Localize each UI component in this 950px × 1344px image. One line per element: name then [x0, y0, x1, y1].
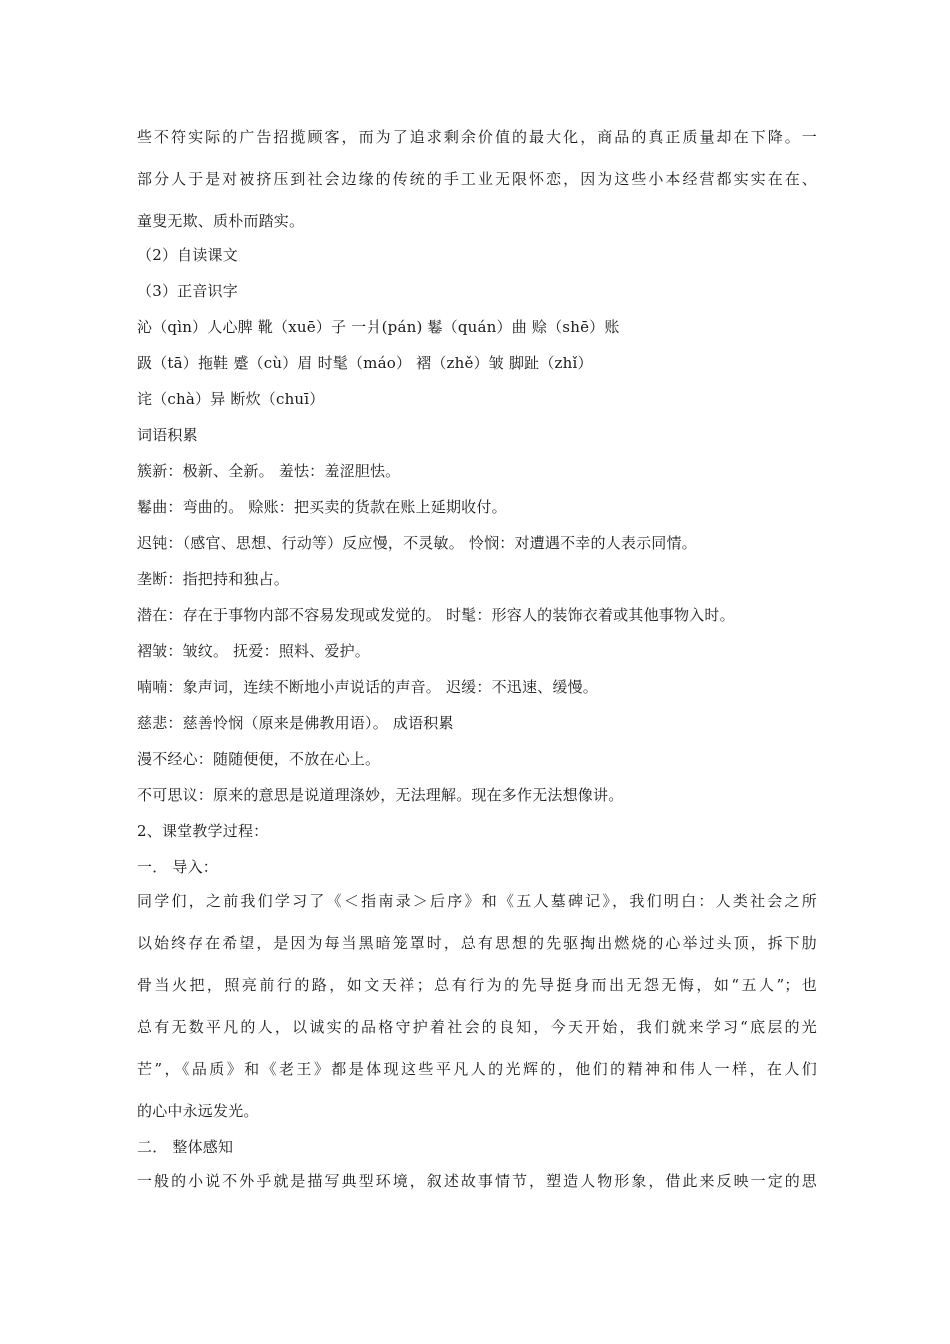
text-line: 的心中永远发光。 [137, 1102, 259, 1120]
section-heading: 词语积累 [137, 426, 198, 444]
text-line: 总有无数平凡的人，以诚实的品格守护着社会的良知，今天开始，我们就来学习“底层的光 [137, 1018, 817, 1036]
text-line: 以始终存在希望，是因为每当黑暗笼罩时，总有思想的先驱掏出燃烧的心举过头顶，拆下肋 [137, 934, 817, 952]
text-line: 慈悲：慈善怜悯（原来是佛教用语）。 成语积累 [137, 714, 454, 732]
text-line: 童叟无欺、质朴而踏实。 [137, 212, 305, 230]
text-line: 潜在：存在于事物内部不容易发现或发觉的。 时髦：形容人的装饰衣着或其他事物入时。 [137, 606, 735, 624]
text-line: 部分人于是对被挤压到社会边缘的传统的手工业无限怀恋，因为这些小本经营都实实在在、 [137, 170, 817, 188]
section-heading: 2、课堂教学过程： [137, 822, 269, 840]
text-line: 鬈曲：弯曲的。 赊账：把买卖的货款在账上延期收付。 [137, 498, 507, 516]
text-line: 沁（qìn）人心脾 靴（xuē）子 一爿(pán) 鬈（quán）曲 赊（shē）账 [137, 318, 620, 336]
text-line: 一般的小说不外乎就是描写典型环境，叙述故事情节，塑造人物形象，借此来反映一定的思 [137, 1172, 817, 1190]
section-heading: 一． 导入： [137, 858, 218, 876]
text-line: 趿（tā）拖鞋 蹙（cù）眉 时髦（máo） 褶（zhě）皱 脚趾（zhǐ） [137, 354, 593, 372]
text-line: 诧（chà）异 断炊（chuī） [137, 390, 325, 408]
text-line: 迟钝：（感官、思想、行动等）反应慢，不灵敏。 怜悯：对遭遇不幸的人表示同情。 [137, 534, 697, 552]
text-line: 喃喃：象声词，连续不断地小声说话的声音。 迟缓：不迅速、缓慢。 [137, 678, 598, 696]
text-line: 骨当火把，照亮前行的路，如文天祥；总有行为的先导挺身而出无怨无悔，如“五人”；也 [137, 976, 817, 994]
text-line: （2）自读课文 [137, 246, 238, 264]
text-line: 同学们，之前我们学习了《＜指南录＞后序》和《五人墓碑记》，我们明白：人类社会之所 [137, 892, 817, 910]
section-heading: 二． 整体感知 [137, 1138, 234, 1156]
text-line: 漫不经心：随随便便，不放在心上。 [137, 750, 381, 768]
text-line: 簇新：极新、全新。 羞怯：羞涩胆怯。 [137, 462, 401, 480]
text-line: （3）正音识字 [137, 282, 238, 300]
text-line: 芒”，《品质》和《老王》都是体现这些平凡人的光辉的，他们的精神和伟人一样，在人们 [137, 1060, 817, 1078]
text-line: 不可思议：原来的意思是说道理涤妙，无法理解。现在多作无法想像讲。 [137, 786, 624, 804]
text-line: 褶皱：皱纹。 抚爱：照料、爱护。 [137, 642, 370, 660]
text-line: 些不符实际的广告招揽顾客，而为了追求剩余价值的最大化，商品的真正质量却在下降。一 [137, 128, 817, 146]
text-line: 垄断：指把持和独占。 [137, 570, 290, 588]
